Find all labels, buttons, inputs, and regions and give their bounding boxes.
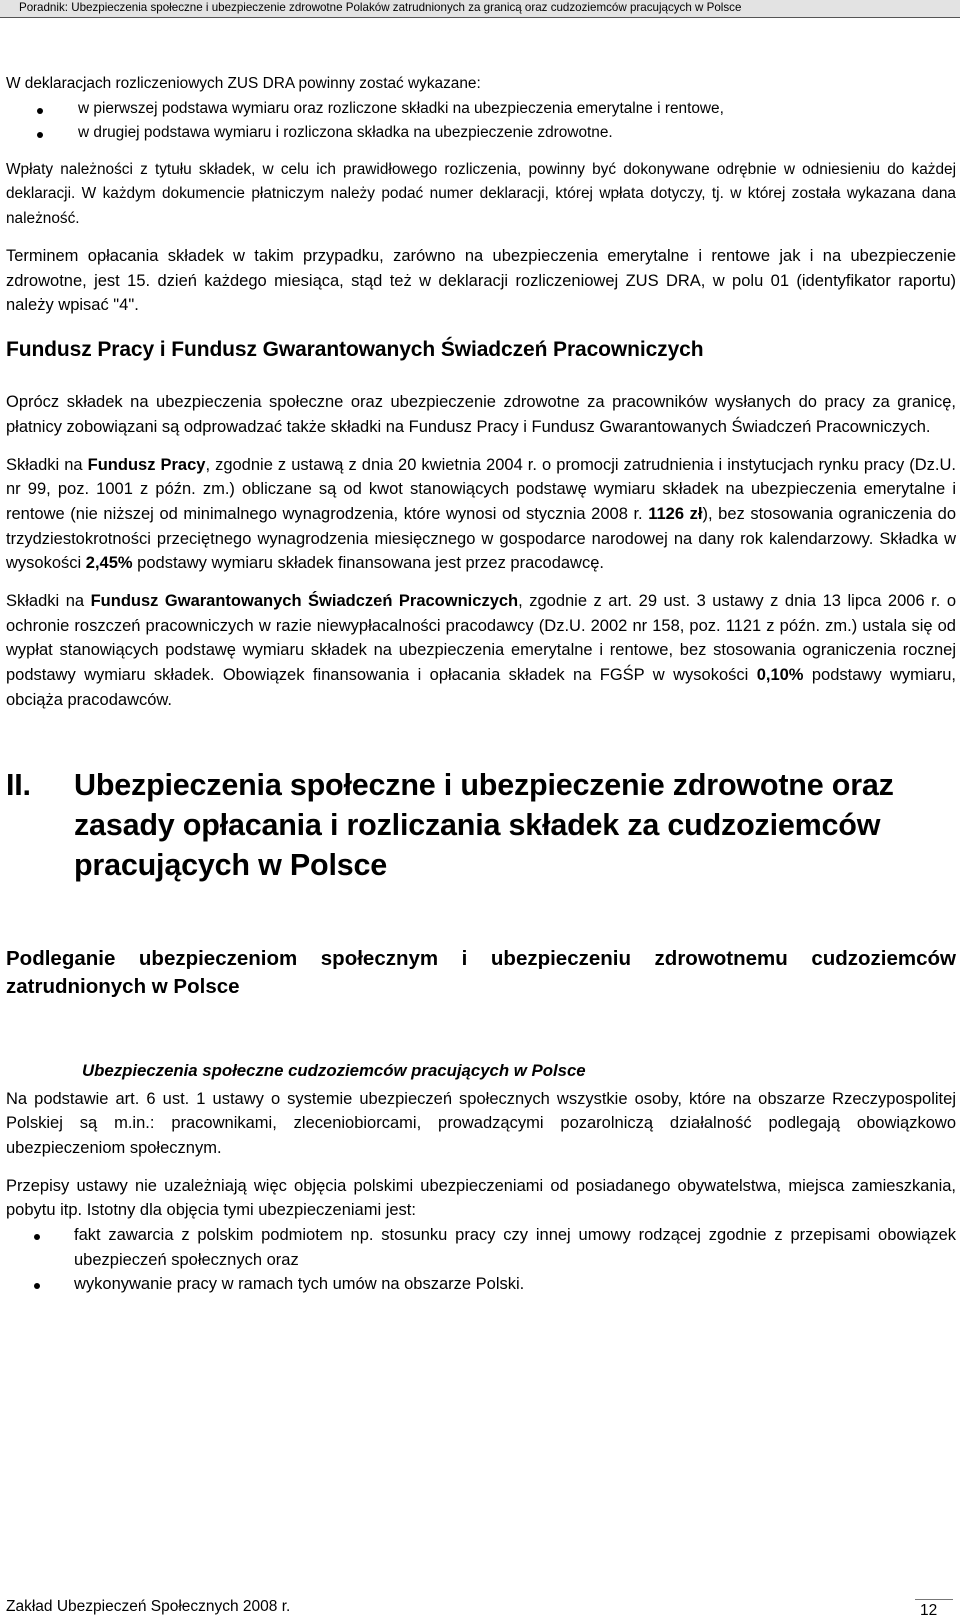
fgsp-term: Fundusz Gwarantowanych Świadczeń Pracowniczych <box>90 592 519 611</box>
bullet-icon <box>37 108 43 114</box>
dra-bullet-list <box>6 97 956 146</box>
fundusz-pracy-term: Fundusz Pracy <box>87 455 206 474</box>
section-title <box>6 765 956 885</box>
paragraph-oprocz: Oprócz składek na ubezpieczenia społeczne oraz ubezpieczenie zdrowotne za pracowników wysłanych do pracy za granicę, płatnicy zobowiązani są odprowadzać także składki na Fundusz Pracy i Fundusz Gwarantowanych Świadczeń Pracowniczych. <box>6 393 956 436</box>
fp-rate: 2,45% <box>85 554 133 573</box>
min-wage-value: 1126 zł <box>648 504 703 523</box>
list-item: w pierwszej podstawa wymiaru oraz rozliczone składki na ubezpieczenia emerytalne i rentowe, <box>6 97 956 122</box>
fgsp-rate: 0,10% <box>756 666 804 685</box>
bullet-icon <box>37 132 43 138</box>
paragraph-fundusz-pracy: Składki na Fundusz Pracy, zgodnie z ustawą z dnia 20 kwietnia 2004 r. o promocji zatrudnienia i instytucjach rynku pracy (Dz.U. nr 99, poz. 1001 z późn. zm.) obliczane są od kwot stanowiących podstawę wymiaru składek na ubezpieczenia emerytalne i rentowe (nie niższej od minimalnego wynagrodzenia, które wynosi od stycznia 2008 r. 1126 zł), bez stosowania ograniczenia do trzydziestokrotności przeciętnego wynagrodzenia miesięcznego w gospodarce narodowej na dany rok kalendarzowy. Składka w wysokości 2,45% podstawy wymiaru składek finansowana jest przez pracodawcę. <box>6 455 957 573</box>
heading-ubezpieczenia-cudzoziemcow: Ubezpieczenia społeczne cudzoziemców pracujących w Polsce <box>82 1060 586 1080</box>
paragraph-na-podstawie: Na podstawie art. 6 ust. 1 ustawy o systemie ubezpieczeń społecznych wszystkie osoby, które na obszarze Rzeczypospolitej Polskiej są m.in.: pracownikami, zleceniobiorcami, prowadzącymi pozarolniczą działalność podlegają obowiązkowo ubezpieczeniom społecznym. <box>6 1089 956 1157</box>
list-item: fakt zawarcia z polskim podmiotem np. stosunku pracy czy innej umowy rodzącej zgodnie z przepisami obowiązek ubezpieczeń społecznych oraz <box>6 1223 956 1272</box>
bullet-icon <box>34 1234 40 1240</box>
przepisy-bullet-list <box>6 1223 956 1297</box>
list-item: w drugiej podstawa wymiaru i rozliczona składka na ubezpieczenie zdrowotne. <box>6 121 956 146</box>
paragraph-termin: Terminem opłacania składek w takim przypadku, zarówno na ubezpieczenia emerytalne i rentowe jak i na ubezpieczenie zdrowotne, jest 15. dzień każdego miesiąca, stąd też w deklaracji rozliczeniowej ZUS DRA, w polu 01 (identyfikator raportu) należy wpisać "4". <box>6 247 956 315</box>
paragraph-fgsp: Składki na Fundusz Gwarantowanych Świadczeń Pracowniczych, zgodnie z art. 29 ust. 3 ustawy z dnia 13 lipca 2006 r. o ochronie roszczeń pracowniczych w razie niewypłacalności pracodawcy (Dz.U. 2002 nr 158, poz. 1121 z późn. zm.) ustala się od wypłat stanowiących podstawę wymiaru składek na ubezpieczenia emerytalne i rentowe, bez stosowania ograniczenia rocznej podstawy wymiaru składek. Obowiązek finansowania i opłacania składek na FGŚP w wysokości 0,10% podstawy wymiaru, obciąża pracodawców. <box>6 592 957 709</box>
footer-publisher: Zakład Ubezpieczeń Społecznych 2008 r. <box>6 1598 291 1615</box>
list-item: wykonywanie pracy w ramach tych umów na obszarze Polski. <box>6 1272 956 1297</box>
bullet-icon <box>34 1283 40 1289</box>
footer-divider <box>915 1599 953 1600</box>
running-header-text: Poradnik: Ubezpieczenia społeczne i ubezpieczenie zdrowotne Polaków zatrudnionych za granicą oraz cudzoziemców pracujących w Polsce <box>19 1 742 14</box>
paragraph-przepisy: Przepisy ustawy nie uzależniają więc objęcia polskimi ubezpieczeniami od posiadanego obywatelstwa, miejsca zamieszkania, pobytu itp. Istotny dla objęcia tymi ubezpieczeniami jest: <box>6 1176 956 1220</box>
document-page <box>6 72 956 1297</box>
paragraph-wplaty: Wpłaty należności z tytułu składek, w celu ich prawidłowego rozliczenia, powinny być dokonywane odrębnie w odniesieniu do każdej deklaracji. W każdym dokumencie płatniczym należy podać numer deklaracji, której wpłata dotyczy, tj. w której została wykazana dana należność. <box>6 160 956 227</box>
heading-podleganie: Podleganie ubezpieczeniom społecznym i ubezpieczeniu zdrowotnemu cudzoziemców zatrudnionych w Polsce <box>6 946 956 998</box>
section-number: II. <box>6 767 31 802</box>
heading-fundusz: Fundusz Pracy i Fundusz Gwarantowanych Świadczeń Pracowniczych <box>6 338 704 362</box>
running-header <box>0 0 960 18</box>
dra-intro: W deklaracjach rozliczeniowych ZUS DRA powinny zostać wykazane: <box>6 75 481 92</box>
section-heading: Ubezpieczenia społeczne i ubezpieczenie zdrowotne oraz zasady opłacania i rozliczania składek za cudzoziemców pracujących w Polsce <box>74 767 894 882</box>
page-number: 12 <box>920 1602 938 1619</box>
